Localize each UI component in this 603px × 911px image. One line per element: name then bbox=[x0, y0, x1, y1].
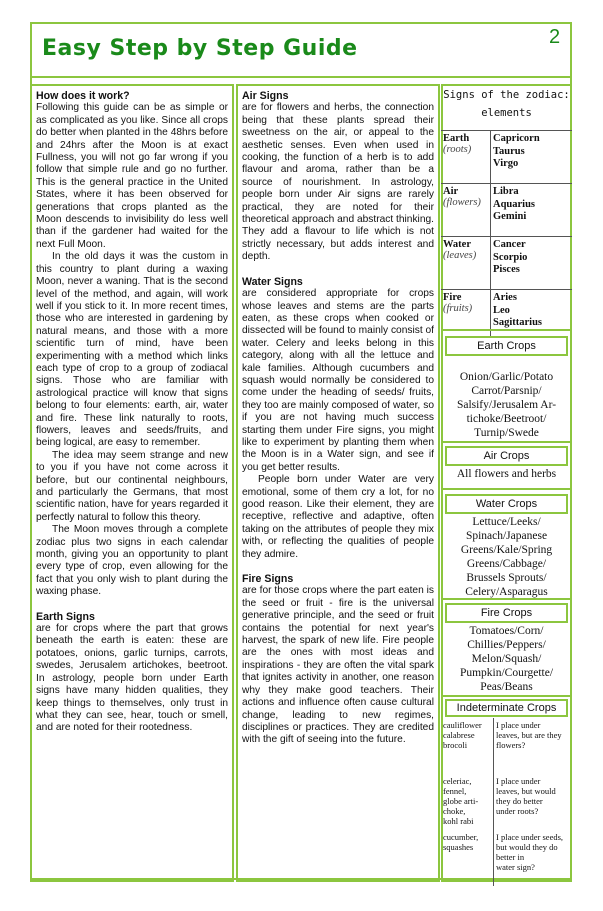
zodiac-title-line: Signs of the zodiac: bbox=[443, 89, 570, 101]
element-part: (flowers) bbox=[443, 197, 481, 208]
page-number: 2 bbox=[549, 26, 561, 48]
crop-name: globe arti- bbox=[443, 796, 479, 806]
crop-cell bbox=[441, 830, 494, 886]
crop-line: Onion/Garlic/Potato bbox=[459, 371, 554, 383]
note-line: better in bbox=[496, 852, 525, 862]
element-name: Fire bbox=[443, 292, 462, 303]
divider bbox=[441, 598, 572, 600]
divider bbox=[441, 441, 572, 443]
heading-earth-signs: Earth Signs bbox=[36, 610, 95, 623]
column-2 bbox=[236, 84, 440, 882]
element-name: Earth bbox=[443, 133, 470, 144]
column-1 bbox=[30, 84, 234, 882]
fire-crops-list bbox=[445, 624, 568, 694]
indeterminate-crops-table bbox=[441, 718, 572, 886]
sign: Aquarius bbox=[493, 198, 536, 210]
note-line: flowers? bbox=[496, 740, 526, 750]
paragraph: The idea may seem strange and new to you if you have not come across it before, but our continental neighbours, and particularly the Germans, that most scientific nation, have for years regarded it perfectly natural to follow this theory. bbox=[36, 449, 228, 523]
sign: Virgo bbox=[493, 158, 519, 169]
element-cell bbox=[441, 290, 491, 343]
crop-name: calabrese bbox=[443, 730, 475, 740]
crop-name: squashes bbox=[443, 842, 474, 852]
crop-line: Spinach/Japanese bbox=[465, 530, 548, 542]
crop-name: kohl rabi bbox=[443, 816, 474, 826]
note-line: they do better bbox=[496, 796, 543, 806]
element-cell bbox=[441, 131, 491, 184]
crop-line: Salsify/Jerusalem Ar- bbox=[456, 399, 557, 411]
paragraph: are for crops where the part that grows beneath the earth is eaten: these are potatoes, onions, garlic turnips, carrots, swedes, Jerusalem artichokes, beetroot. In astrology, people born under Earth signs have many hidden qualities, they keep things to themselves, only trust in what they can see, hear, touch or smell, and are noted for their rootedness. bbox=[36, 623, 228, 734]
crop-name: choke, bbox=[443, 806, 466, 816]
zodiac-elements-table bbox=[441, 130, 572, 342]
heading-air-signs: Air Signs bbox=[242, 90, 289, 102]
sign: Libra bbox=[493, 186, 519, 197]
heading-how: How does it work? bbox=[36, 90, 130, 102]
table-row bbox=[441, 290, 572, 343]
element-part: (roots) bbox=[443, 144, 472, 155]
crop-line: Lettuce/Leeks/ bbox=[472, 516, 541, 528]
sign: Gemini bbox=[493, 211, 527, 222]
crop-line: Melon/Squash/ bbox=[471, 653, 542, 665]
note-line: I place under bbox=[496, 776, 541, 786]
note-cell bbox=[494, 718, 573, 774]
heading-water-signs: Water Signs bbox=[242, 275, 303, 288]
table-row bbox=[441, 237, 572, 290]
element-name: Water bbox=[443, 239, 471, 250]
paragraph: In the old days it was the custom in this country to plant during a waxing Moon, never a waning. That is the second level of the method, and again, will work well if you stick to it. In more recent times, those who are interested in gardening by natural means, and those with a more scientific turn of mind, have been experimenting with a method which links each type of crop to a group of zodiacal signs. Those who are familiar with astrological practice will know that signs belong to four elements: earth, air, water and fire. These link naturally to roots, flowers, leaves and seeds/fruits, and being logical, are easy to remember. bbox=[36, 251, 228, 449]
note-line: leaves, but would bbox=[496, 786, 556, 796]
crop-line: Chillies/Peppers/ bbox=[467, 639, 546, 651]
note-cell bbox=[494, 774, 573, 830]
sign: Pisces bbox=[493, 264, 520, 275]
crop-name: fennel, bbox=[443, 786, 467, 796]
table-row bbox=[441, 774, 572, 830]
crop-line: Carrot/Parsnip/ bbox=[471, 385, 542, 397]
table-row bbox=[441, 718, 572, 774]
crop-line: Greens/Kale/Spring bbox=[460, 544, 553, 556]
note-line: leaves, but are they bbox=[496, 730, 562, 740]
signs-cell bbox=[491, 237, 573, 290]
note-line: but would they do bbox=[496, 842, 558, 852]
crop-line: Tomatoes/Corn/ bbox=[469, 625, 544, 637]
crop-line: Turnip/Swede bbox=[474, 427, 539, 439]
heading-fire-signs: Fire Signs bbox=[242, 573, 294, 586]
element-cell bbox=[441, 237, 491, 290]
sign: Taurus bbox=[493, 145, 525, 157]
earth-crops-list bbox=[445, 370, 568, 440]
crop-cell bbox=[441, 774, 494, 830]
paragraph: Following this guide can be as simple or as complicated as you like. Since all crops do better when planted in the 48hrs before and 24hrs after the Moon is at exact Fullness, you will not go far wrong if you follow that simple rule and go no further. This is the general practice in the United States, where it has been observed for generations that crops planted as the Moon descends to invisibility do less well than if the gardener had waited for the next Full Moon. bbox=[36, 102, 228, 250]
zodiac-title bbox=[441, 86, 572, 122]
crop-line: Pumpkin/Courgette/ bbox=[459, 667, 554, 679]
paragraph: The Moon moves through a complete zodiac plus two signs in each calendar month, giving you an opportunity to plant every type of crop, even allowing for the fact that you only wish to plant during the waxing phase. bbox=[36, 524, 228, 598]
table-row bbox=[441, 131, 572, 184]
table-row bbox=[441, 830, 572, 886]
air-crops-heading: Air Crops bbox=[445, 446, 568, 466]
air-crops-list bbox=[445, 467, 568, 481]
crop-line: Celery/Asparagus bbox=[465, 586, 548, 598]
element-cell bbox=[441, 184, 491, 237]
water-crops-heading: Water Crops bbox=[445, 494, 568, 514]
crop-cell bbox=[441, 718, 494, 774]
crop-name: cucumber, bbox=[443, 832, 479, 842]
crop-line: Greens/Cabbage/ bbox=[466, 558, 547, 570]
sign: Cancer bbox=[493, 239, 526, 250]
zodiac-title-line: elements bbox=[481, 107, 532, 119]
paragraph: are considered appropriate for crops whose leaves and stems are the parts eaten, as these crops when cooked or dissected will be found to mainly consist of water. Celery and leeks belong in this category, along with all the lettuce and kale families. Although cucumbers and squash would normally be considered to come under the heading of seeds/ fruits, they too are mainly composed of water, so if you are not having much success starting them under Fire signs, you might like to experiment by planting them when the Moon is in a Water sign, and see if you get better results. bbox=[242, 288, 434, 473]
table-row bbox=[441, 184, 572, 237]
divider bbox=[441, 329, 572, 331]
crop-line: All flowers and herbs bbox=[456, 468, 557, 480]
crop-name: brocoli bbox=[443, 740, 468, 750]
note-line: I place under bbox=[496, 720, 541, 730]
note-line: I place under seeds, bbox=[496, 832, 564, 842]
indeterminate-crops-heading: Indeterminate Crops bbox=[445, 699, 568, 717]
sign: Sagittarius bbox=[493, 317, 543, 328]
sign: Scorpio bbox=[493, 251, 528, 263]
signs-cell bbox=[491, 184, 573, 237]
paragraph: are for flowers and herbs, the connection being that these plants spread their sweetness on the air, or appeal to the aesthetic senses. Even when used in cooking, the function of a herb is to add flavour and aroma, rather than be a source of nourishment. In astrology, people born under Air signs are rarely practical, they are noted for their theoretical approach and abstract thinking. They add a flavour to life which is not strictly necessary, but adds interest and depth. bbox=[242, 102, 434, 263]
crop-name: cauliflower bbox=[443, 720, 482, 730]
signs-cell bbox=[491, 131, 573, 184]
crop-line: tichoke/Beetroot/ bbox=[466, 413, 547, 425]
element-name: Air bbox=[443, 186, 459, 197]
paragraph: are for those crops where the part eaten is the seed or fruit - fire is the universal generative principle, and the seed or fruit contains the potential for next year's harvest, the spark of new life. Fire people are the ones with most ideas and inspirations - they are often the vital spark that ignites activity in another, one reason why they make good teachers. Their actions and influence often cause cultural change, leading to new regimes, disciplines or practices. They are credited with the gift of seeing into the future. bbox=[242, 585, 434, 746]
note-line: under roots? bbox=[496, 806, 539, 816]
note-line: water sign? bbox=[496, 862, 535, 872]
element-part: (fruits) bbox=[443, 303, 473, 314]
fire-crops-heading: Fire Crops bbox=[445, 603, 568, 623]
sign: Aries bbox=[493, 292, 517, 303]
divider bbox=[441, 488, 572, 490]
signs-cell bbox=[491, 290, 573, 343]
sign: Capricorn bbox=[493, 133, 540, 144]
paragraph: People born under Water are very emotional, some of them cry a lot, for no good reason. Like their element, they are receptive, reflective and adaptive, often taking on the attributes of people they mix with, or reflecting the qualities of people they admire. bbox=[242, 474, 434, 560]
page-title: Easy Step by Step Guide bbox=[42, 36, 358, 61]
water-crops-list bbox=[445, 515, 568, 599]
crop-line: Peas/Beans bbox=[480, 681, 533, 693]
sign: Leo bbox=[493, 304, 510, 316]
crop-line: Brussels Sprouts/ bbox=[466, 572, 547, 584]
earth-crops-heading: Earth Crops bbox=[445, 336, 568, 356]
divider bbox=[441, 695, 572, 697]
crop-name: celeriac, bbox=[443, 776, 472, 786]
note-cell bbox=[494, 830, 573, 886]
element-part: (leaves) bbox=[443, 250, 477, 261]
